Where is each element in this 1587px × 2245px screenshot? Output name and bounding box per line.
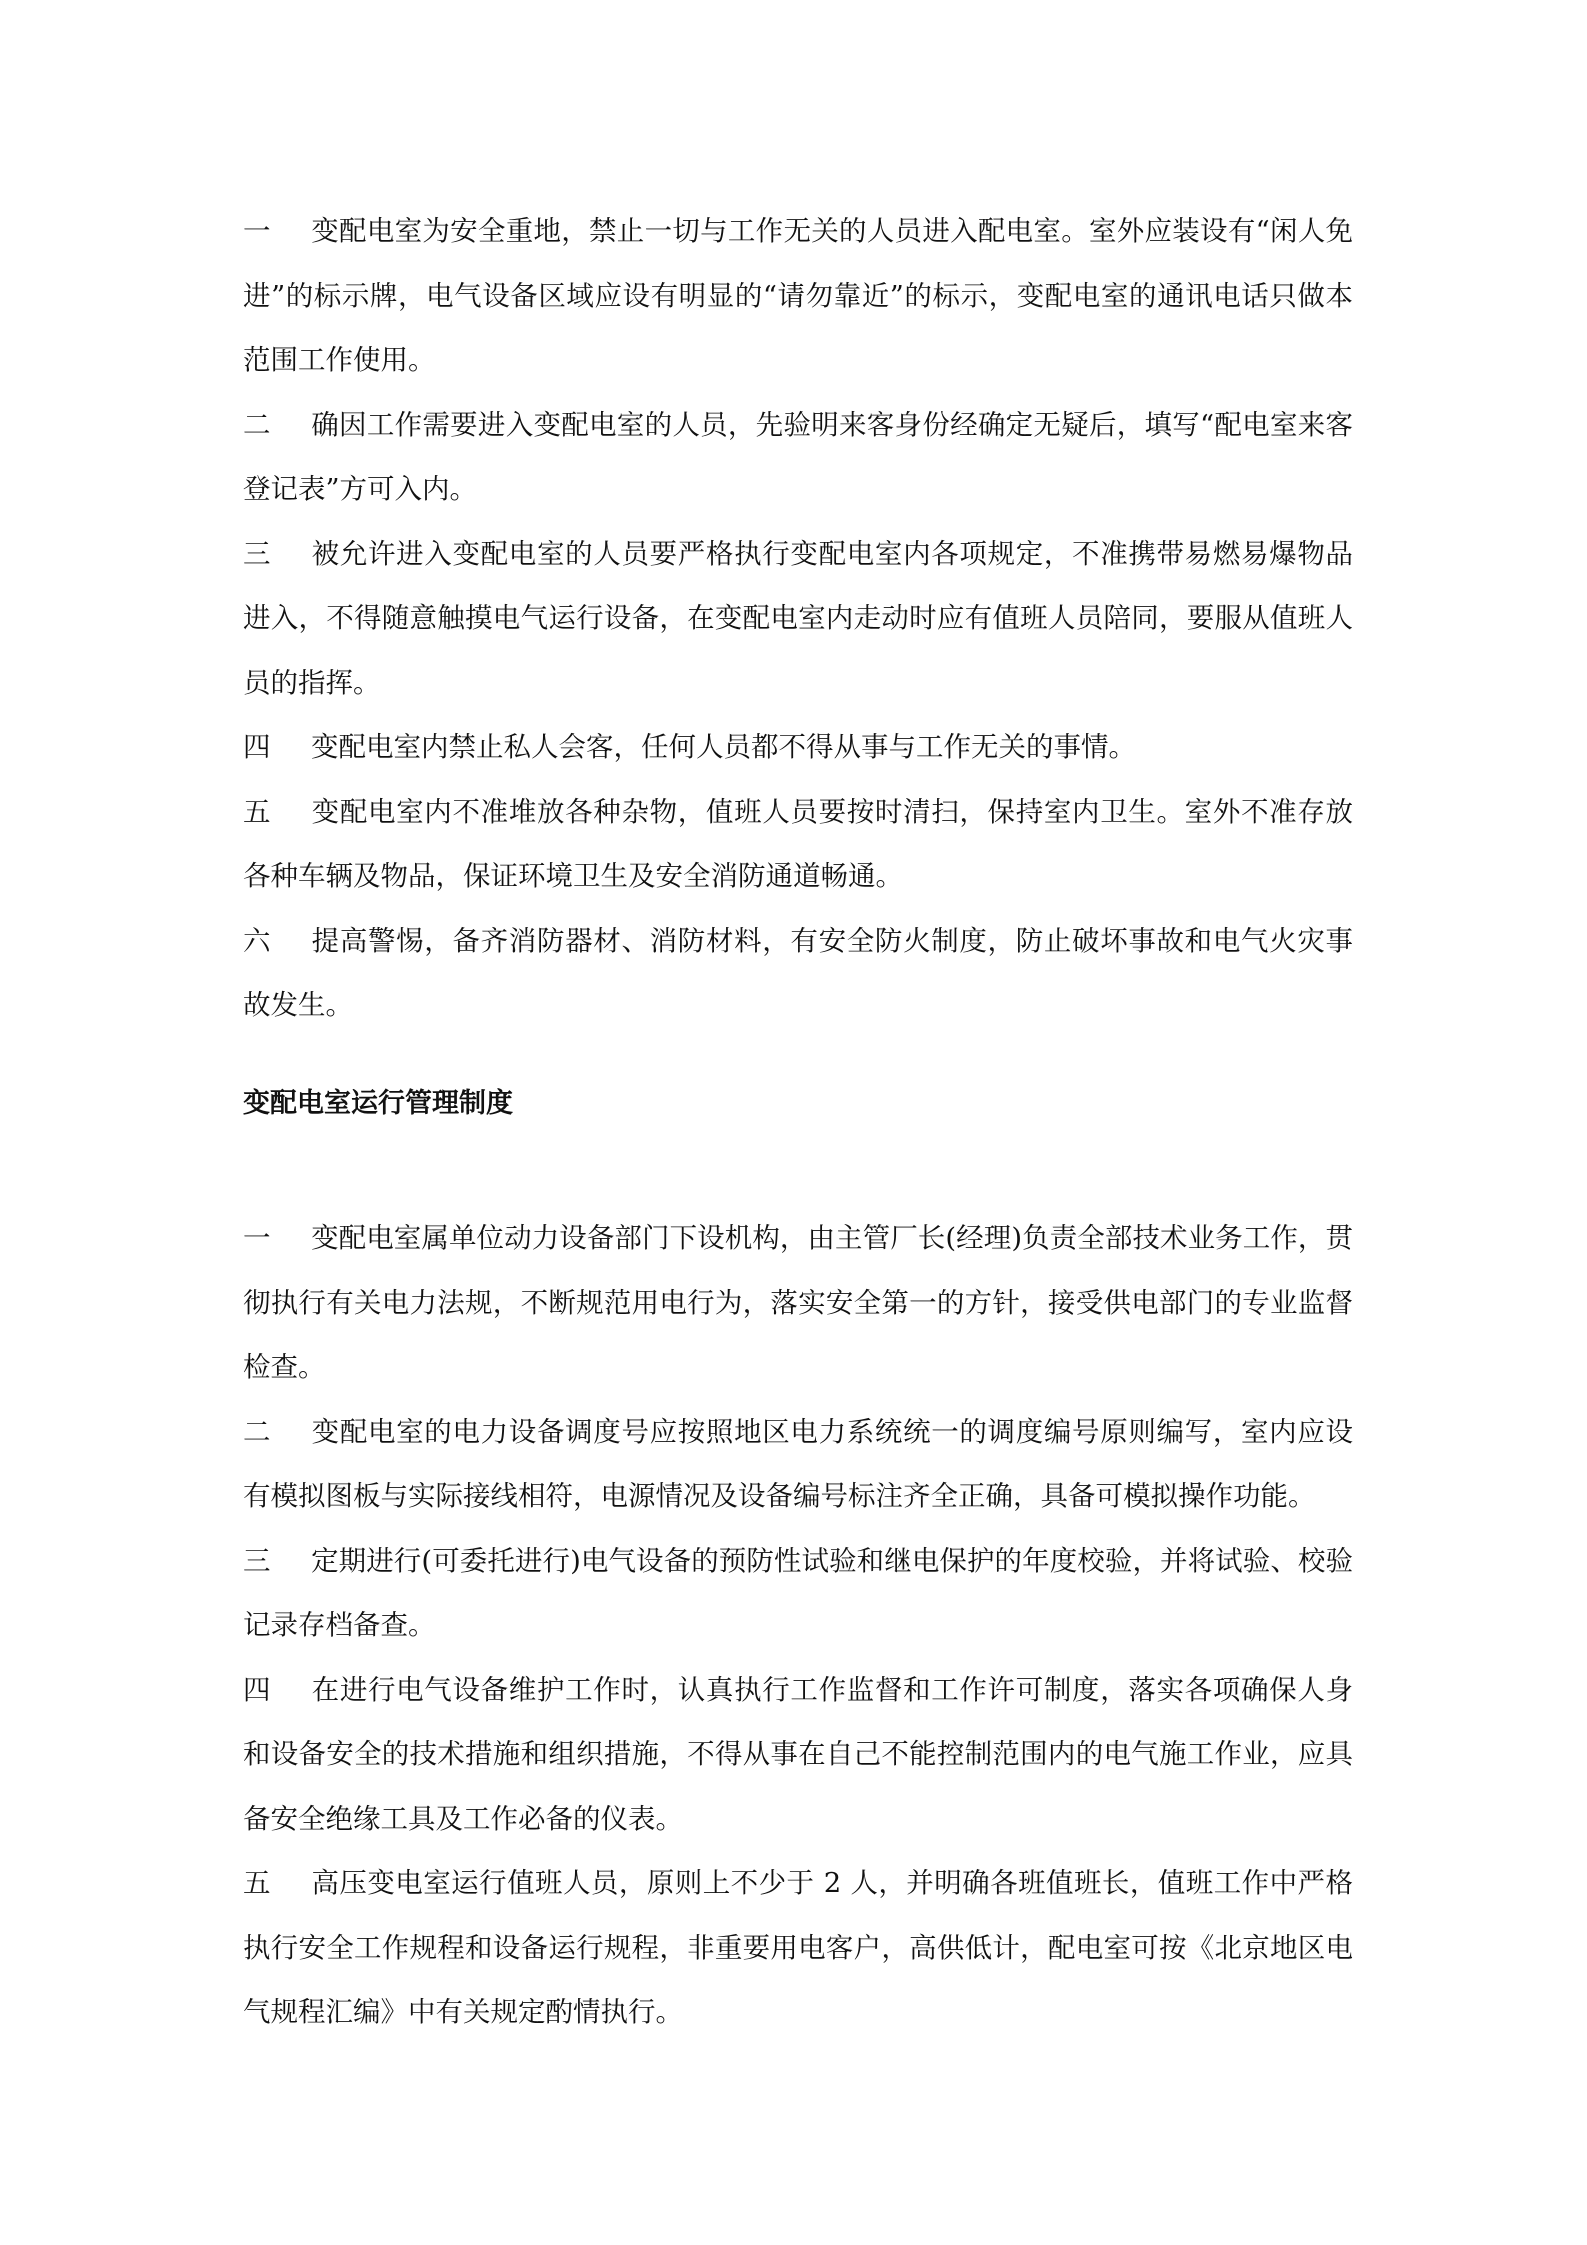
rule-number: 二 (243, 408, 271, 441)
rule-item (243, 522, 1353, 716)
rule-text: 提高警惕，备齐消防器材、消防材料，有安全防火制度，防止破坏事故和电气火灾事故发生。 (243, 924, 1353, 1021)
rule-item (243, 1206, 1353, 1400)
rule-text: 高压变电室运行值班人员，原则上不少于 2 人，并明确各班值班长，值班工作中严格执行安全工作规程和设备运行规程，非重要用电客户，高供低计，配电室可按《北京地区电气规程汇编》中有关规定酌情执行。 (243, 1867, 1353, 2028)
rule-number: 四 (243, 1673, 271, 1706)
rule-text: 变配电室内不准堆放各种杂物，值班人员要按时清扫，保持室内卫生。室外不准存放各种车辆及物品，保证环境卫生及安全消防通道畅通。 (243, 795, 1353, 892)
rules-list-2 (243, 1206, 1353, 2045)
rule-text: 变配电室的电力设备调度号应按照地区电力系统统一的调度编号原则编写，室内应设有模拟图板与实际接线相符，电源情况及设备编号标注齐全正确，具备可模拟操作功能。 (243, 1415, 1353, 1512)
rule-item (243, 1658, 1353, 1852)
rule-item (243, 393, 1353, 522)
rule-number: 一 (243, 215, 271, 247)
rule-item (243, 1851, 1353, 2045)
rules-list-1 (243, 199, 1353, 1038)
rule-text: 变配电室为安全重地，禁止一切与工作无关的人员进入配电室。室外应装设有“闲人免进”的标示牌，电气设备区域应设有明显的“请勿靠近”的标示，变配电室的通讯电话只做本范围工作使用。 (243, 215, 1353, 376)
section-heading: 变配电室运行管理制度 (243, 1088, 513, 1119)
rule-text: 确因工作需要进入变配电室的人员，先验明来客身份经确定无疑后，填写“配电室来客登记表”方可入内。 (243, 408, 1353, 505)
rule-number: 二 (243, 1415, 271, 1448)
rule-text: 变配电室内禁止私人会客，任何人员都不得从事与工作无关的事情。 (311, 731, 1136, 763)
rule-item (243, 199, 1353, 393)
rule-number: 三 (243, 1544, 271, 1577)
rule-number: 六 (243, 924, 271, 957)
rule-number: 四 (243, 731, 271, 763)
rule-item (243, 715, 1353, 780)
rule-number: 三 (243, 537, 271, 570)
rule-item (243, 909, 1353, 1038)
rule-number: 五 (243, 795, 271, 828)
rule-item (243, 780, 1353, 909)
rule-number: 五 (243, 1867, 271, 1899)
rule-item (243, 1400, 1353, 1529)
rule-text: 变配电室属单位动力设备部门下设机构，由主管厂长(经理)负责全部技术业务工作，贯彻执行有关电力法规，不断规范用电行为，落实安全第一的方针，接受供电部门的专业监督检查。 (243, 1222, 1353, 1383)
rule-text: 被允许进入变配电室的人员要严格执行变配电室内各项规定，不准携带易燃易爆物品进入，不得随意触摸电气运行设备，在变配电室内走动时应有值班人员陪同，要服从值班人员的指挥。 (243, 537, 1353, 699)
rule-text: 定期进行(可委托进行)电气设备的预防性试验和继电保护的年度校验，并将试验、校验记录存档备查。 (243, 1544, 1353, 1641)
rule-text: 在进行电气设备维护工作时，认真执行工作监督和工作许可制度，落实各项确保人身和设备安全的技术措施和组织措施，不得从事在自己不能控制范围内的电气施工作业，应具备安全绝缘工具及工作必备的仪表。 (243, 1673, 1353, 1835)
rule-item (243, 1529, 1353, 1658)
rule-number: 一 (243, 1222, 271, 1254)
